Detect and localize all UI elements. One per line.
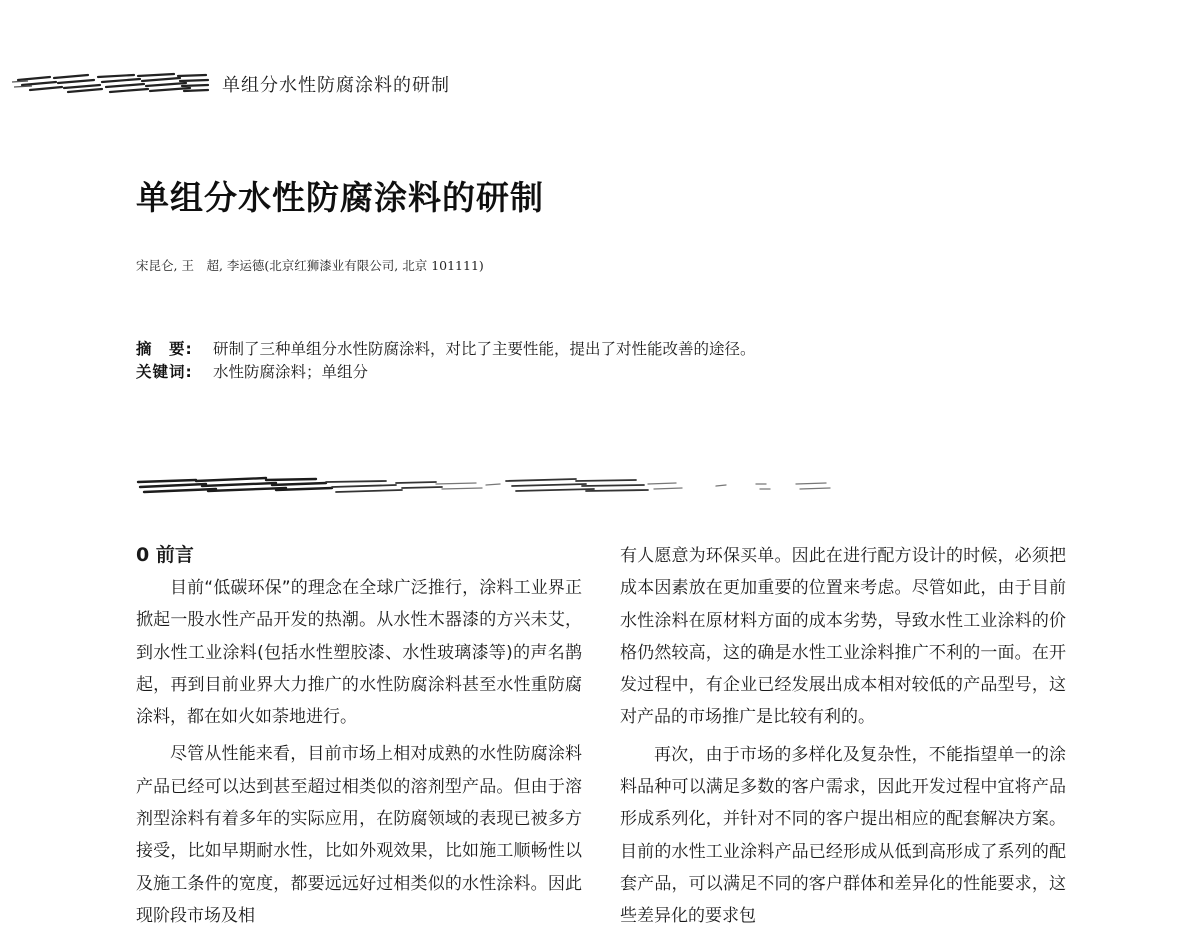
running-header	[0, 68, 600, 98]
body-paragraph: 有人愿意为环保买单。因此在进行配方设计的时候，必须把成本因素放在更加重要的位置来考虑。尽管如此，由于目前水性涂料在原材料方面的成本劣势，导致水性工业涂料的价格仍然较高，这的确是水性工业涂料推广不利的一面。在开发过程中，有企业已经发展出成本相对较低的产品型号，这对产品的市场推广是比较有利的。	[620, 546, 1066, 728]
abstract-line	[136, 338, 1076, 361]
abstract-label: 摘 要:	[136, 340, 193, 358]
abstract-text: 研制了三种单组分水性防腐涂料，对比了主要性能，提出了对性能改善的途径。	[212, 340, 756, 358]
article-title: 单组分水性防腐涂料的研制	[136, 178, 544, 217]
article-authors: 宋昆仑, 王 超, 李运德(北京红狮漆业有限公司, 北京 101111)	[136, 258, 484, 273]
running-header-title: 单组分水性防腐涂料的研制	[222, 75, 450, 96]
body-column-left	[136, 538, 582, 937]
body-paragraph: 再次，由于市场的多样化及复杂性，不能指望单一的涂料品种可以满足多数的客户需求，因此开发过程中宜将产品形成系列化，并针对不同的客户提出相应的配套解决方案。目前的水性工业涂料产品已经形成从低到高形成了系列的配套产品，可以满足不同的客户群体和差异化的性能要求，这些差异化的要求包	[620, 744, 1066, 927]
body-paragraph: 尽管从性能来看，目前市场上相对成熟的水性防腐涂料产品已经可以达到甚至超过相类似的溶剂型产品。但由于溶剂型涂料有着多年的实际应用，在防腐领域的表现已被多方接受，比如早期耐水性，比如外观效果，比如施工顺畅性以及施工条件的宽度，都要远远好过相类似的水性涂料。因此现阶段市场及相	[136, 744, 582, 926]
keywords-text: 水性防腐涂料；单组分	[212, 363, 368, 381]
keywords-label: 关键词:	[136, 363, 193, 381]
header-scribble-graphic	[10, 70, 210, 96]
body-column-right	[620, 540, 1066, 938]
divider-scribble-graphic	[136, 472, 836, 498]
section-heading: 0 前言	[136, 544, 194, 566]
abstract-block	[136, 338, 1076, 384]
keywords-line	[136, 361, 1076, 384]
body-paragraph: 目前“低碳环保”的理念在全球广泛推行，涂料工业界正掀起一股水性产品开发的热潮。从水性木器漆的方兴未艾，到水性工业涂料(包括水性塑胶漆、水性玻璃漆等)的声名鹊起，再到目前业界大力推广的水性防腐涂料甚至水性重防腐涂料，都在如火如荼地进行。	[136, 578, 582, 728]
